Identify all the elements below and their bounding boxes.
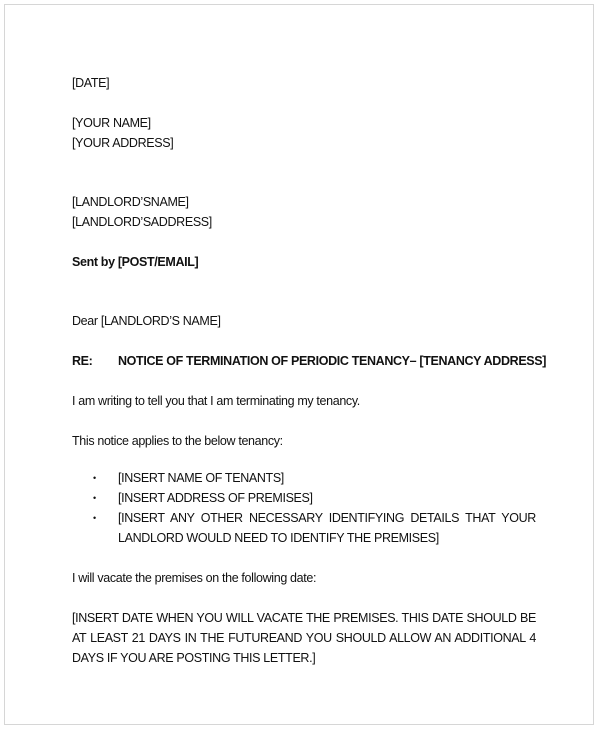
list-item [72, 468, 536, 488]
paragraph-terminating: I am writing to tell you that I am terminating my tenancy. [72, 394, 360, 408]
list-item [72, 508, 536, 548]
re-subject-line [72, 351, 547, 371]
letter-body [72, 73, 547, 668]
bullet-text: [INSERT ANY OTHER NECESSARY IDENTIFYING DETAILS THAT YOUR LANDLORD WOULD NEED TO IDENTIFY THE PREMISES] [118, 511, 536, 545]
re-label: RE: [72, 354, 93, 368]
paragraph-insert-date: [INSERT DATE WHEN YOU WILL VACATE THE PREMISES. THIS DATE SHOULD BE AT LEAST 21 DAYS IN THE FUTUREAND YOU SHOULD ALLOW AN ADDITIONAL 4 DAYS IF YOU ARE POSTING THIS LETTER.] [72, 611, 536, 665]
date-line: [DATE] [72, 76, 110, 90]
tenancy-details-list [72, 468, 536, 548]
bullet-icon: • [93, 513, 96, 523]
bullet-icon: • [93, 473, 96, 483]
list-item [72, 488, 536, 508]
sender-name: [YOUR NAME] [72, 116, 151, 130]
sender-address: [YOUR ADDRESS] [72, 136, 174, 150]
document-page [4, 4, 594, 725]
landlord-address: [LANDLORD’SADDRESS] [72, 215, 212, 229]
sent-by-line: Sent by [POST/EMAIL] [72, 255, 199, 269]
bullet-icon: • [93, 493, 96, 503]
landlord-name: [LANDLORD’SNAME] [72, 195, 189, 209]
bullet-text: [INSERT NAME OF TENANTS] [118, 471, 284, 485]
bullet-text: [INSERT ADDRESS OF PREMISES] [118, 491, 313, 505]
paragraph-vacate: I will vacate the premises on the following date: [72, 571, 317, 585]
re-subject: NOTICE OF TERMINATION OF PERIODIC TENANCY– [TENANCY ADDRESS] [118, 354, 547, 368]
paragraph-applies: This notice applies to the below tenancy: [72, 434, 283, 448]
salutation: Dear [LANDLORD’S NAME] [72, 314, 221, 328]
